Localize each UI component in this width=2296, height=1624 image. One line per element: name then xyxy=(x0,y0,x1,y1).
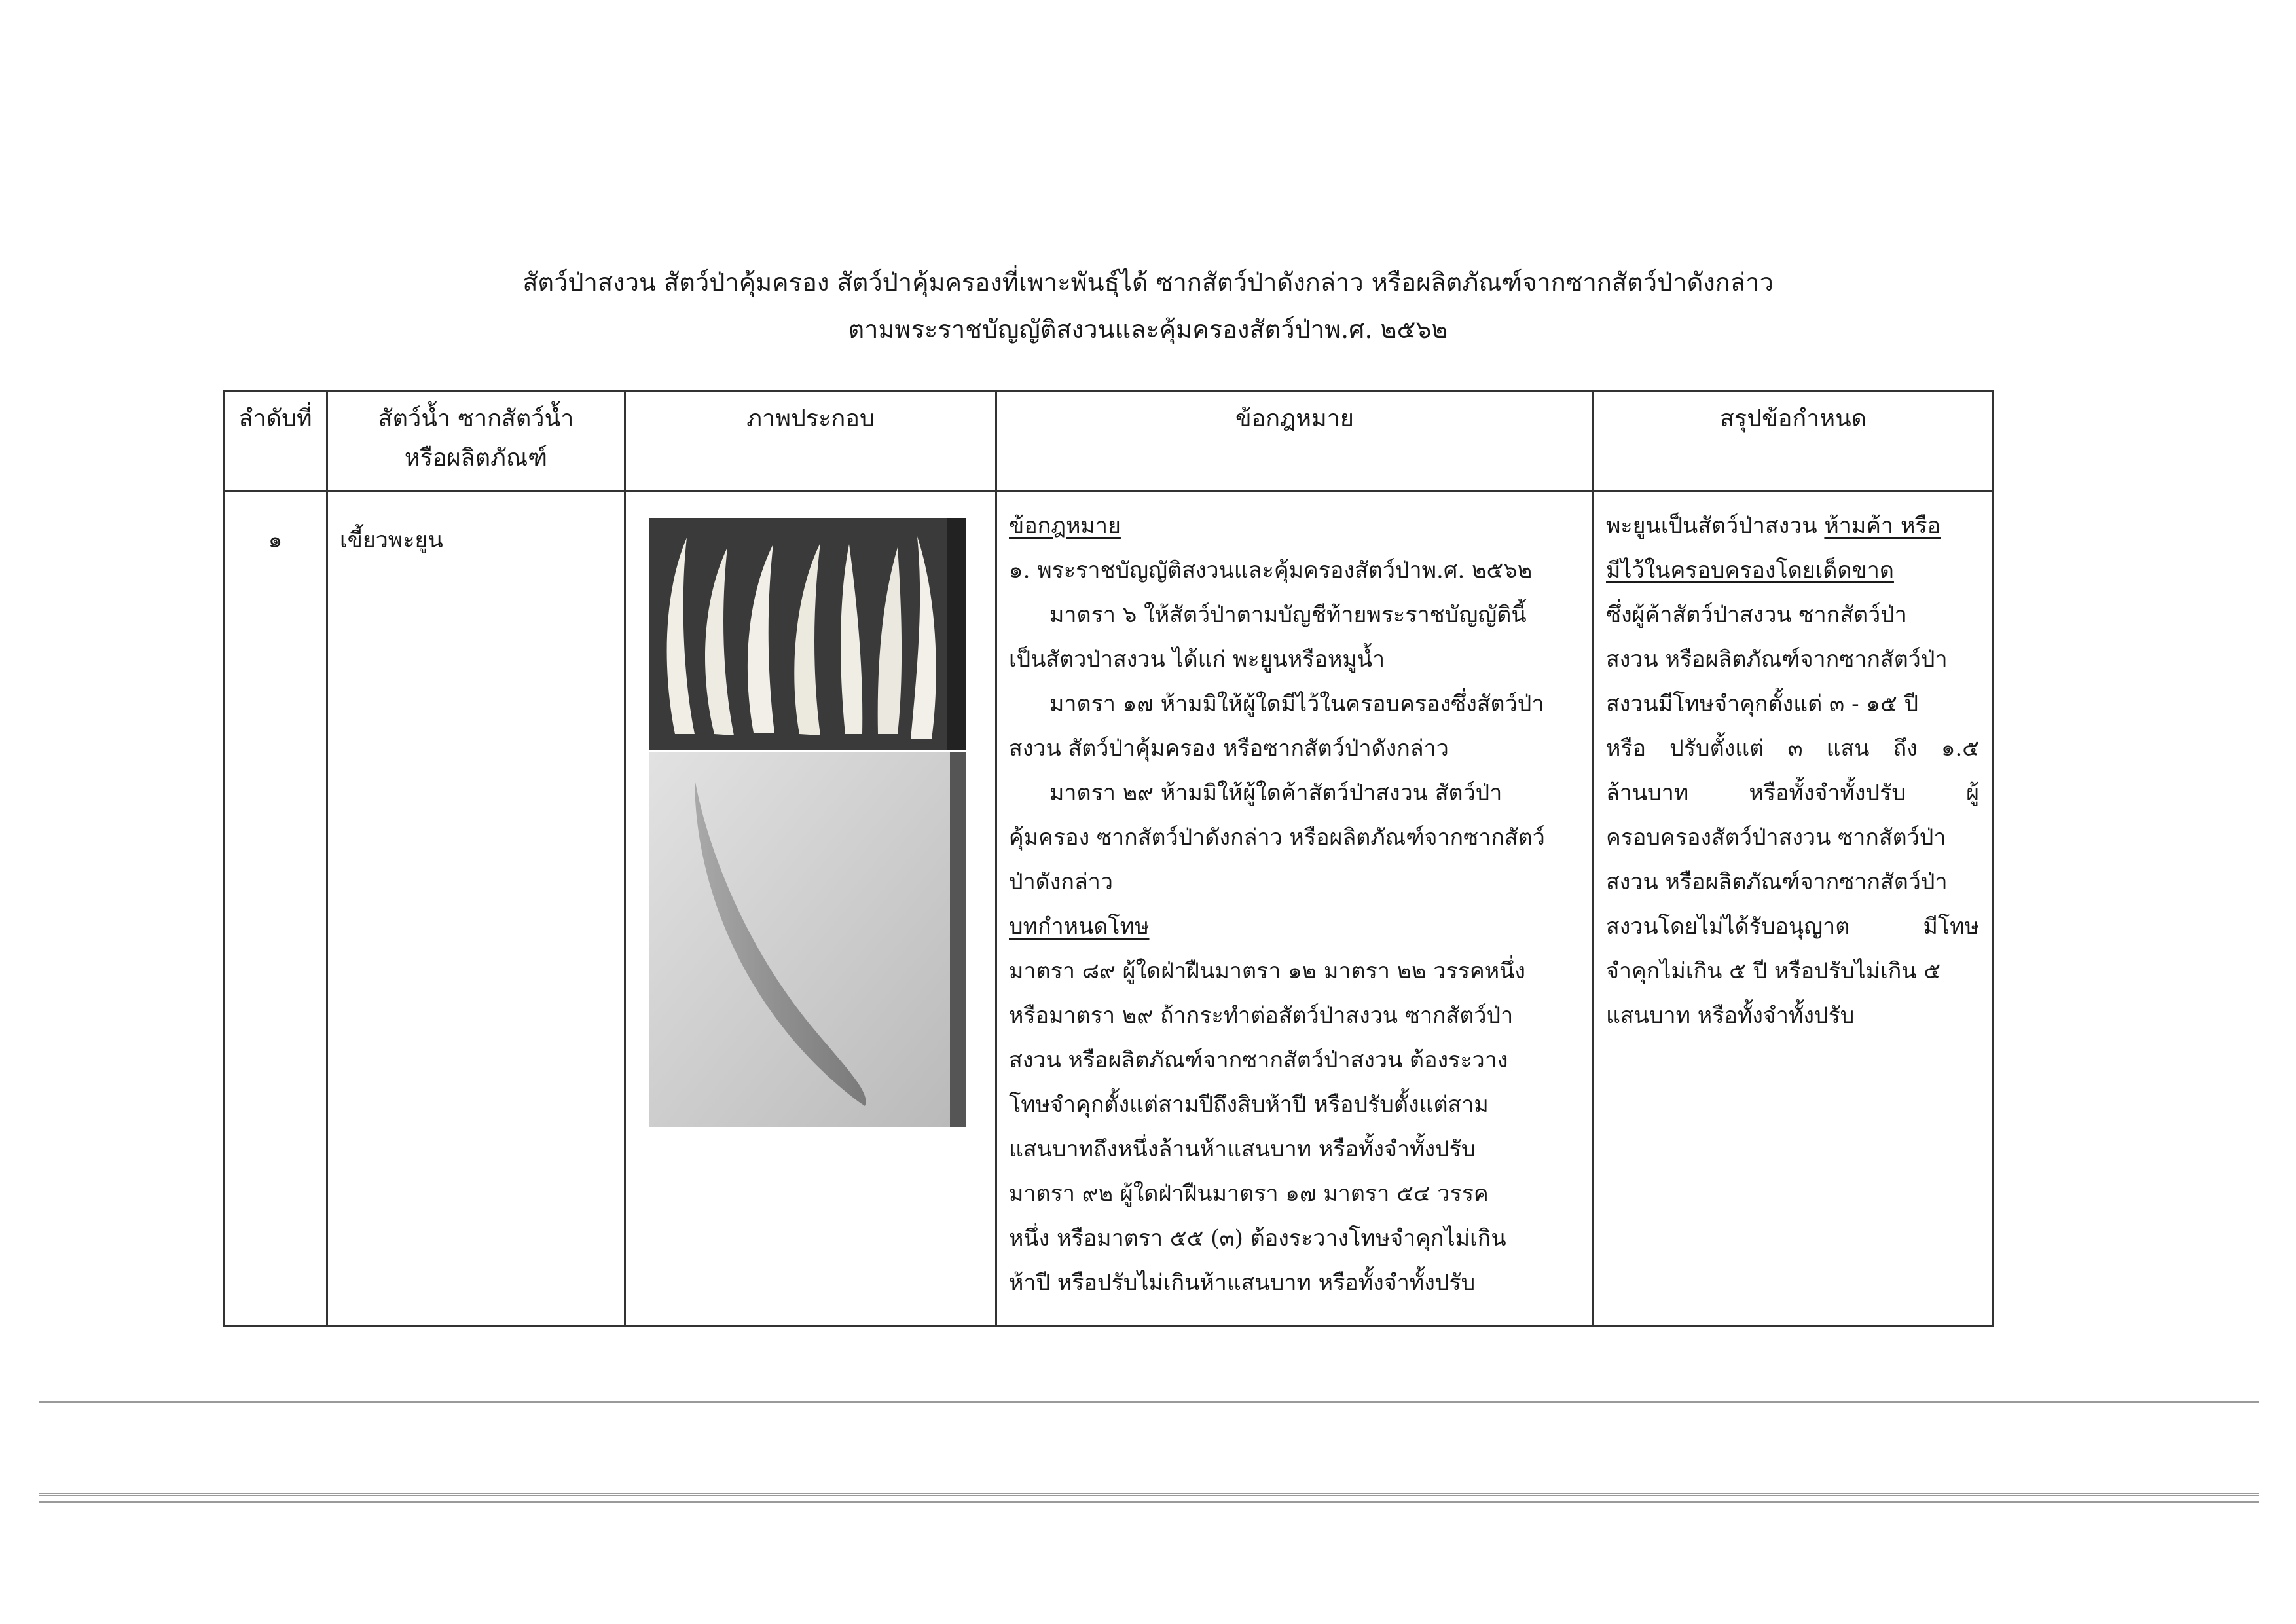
law-heading: ข้อกฎหมาย xyxy=(1009,513,1121,539)
tusks-image xyxy=(649,518,966,750)
penalty-89-line-3: สงวน หรือผลิตภัณฑ์จากซากสัตว์ป่าสงวน ต้องระวาง xyxy=(1009,1047,1508,1073)
penalty-heading: บทกำหนดโทษ xyxy=(1009,913,1150,940)
summary-line-7: ล้านบาท หรือทั้งจำทั้งปรับ ผู้ xyxy=(1606,780,1979,806)
row-number: ๑ xyxy=(224,491,327,1326)
law-section-17-line-1: มาตรา ๑๗ ห้ามมิให้ผู้ใดมีไว้ในครอบครองซึ่งสัตว์ป่า xyxy=(1049,691,1544,717)
row-summary xyxy=(1594,491,1994,1326)
header-animal-line-1: สัตว์น้ำ ซากสัตว์น้ำ xyxy=(378,405,574,432)
row-item-name: เขี้ยวพะยูน xyxy=(327,491,625,1326)
law-section-6-line-1: มาตรา ๖ ให้สัตว์ป่าตามบัญชีท้ายพระราชบัญญัตินี้ xyxy=(1049,602,1527,628)
header-image: ภาพประกอบ xyxy=(625,391,996,491)
single-tusk-photo xyxy=(649,752,966,1127)
table-row xyxy=(224,491,1994,1326)
summary-line-12: แสนบาท หรือทั้งจำทั้งปรับ xyxy=(1606,1003,1855,1029)
summary-line-1-text: พะยูนเป็นสัตว์ป่าสงวน xyxy=(1606,513,1825,539)
summary-line-4: สงวน หรือผลิตภัณฑ์จากซากสัตว์ป่า xyxy=(1606,646,1948,673)
law-section-29-line-3: ป่าดังกล่าว xyxy=(1009,869,1113,895)
summary-prohibition-1: ห้ามค้า หรือ xyxy=(1824,513,1941,539)
penalty-89-line-5: แสนบาทถึงหนึ่งล้านห้าแสนบาท หรือทั้งจำทั้งปรับ xyxy=(1009,1136,1476,1162)
law-act-title: ๑. พระราชบัญญัติสงวนและคุ้มครองสัตว์ป่าพ.ศ. ๒๕๖๒ xyxy=(1009,557,1533,583)
tusks-photo xyxy=(649,518,966,750)
title-line-1: สัตว์ป่าสงวน สัตว์ป่าคุ้มครอง สัตว์ป่าคุ้มครองที่เพาะพันธุ์ได้ ซากสัตว์ป่าดังกล่าว หรือผลิตภัณฑ์จากซากสัตว์ป่าดังกล่าว xyxy=(522,268,1774,297)
summary-line-3: ซึ่งผู้ค้าสัตว์ป่าสงวน ซากสัตว์ป่า xyxy=(1606,602,1907,628)
summary-line-11: จำคุกไม่เกิน ๕ ปี หรือปรับไม่เกิน ๕ xyxy=(1606,958,1941,984)
penalty-89-line-4: โทษจำคุกตั้งแต่สามปีถึงสิบห้าปี หรือปรับตั้งแต่สาม xyxy=(1009,1092,1489,1118)
penalty-92-line-1: มาตรา ๙๒ ผู้ใดฝ่าฝืนมาตรา ๑๗ มาตรา ๕๔ วรรค xyxy=(1009,1181,1489,1207)
title-line-2: ตามพระราชบัญญัติสงวนและคุ้มครองสัตว์ป่าพ.ศ. ๒๕๖๒ xyxy=(848,315,1448,344)
single-tusk-image xyxy=(649,752,966,1127)
header-animal-line-2: หรือผลิตภัณฑ์ xyxy=(404,445,548,471)
law-section-17-line-2: สงวน สัตว์ป่าคุ้มครอง หรือซากสัตว์ป่าดังกล่าว xyxy=(1009,735,1449,762)
law-section-29-line-1: มาตรา ๒๙ ห้ามมิให้ผู้ใดค้าสัตว์ป่าสงวน สัตว์ป่า xyxy=(1049,780,1503,806)
penalty-89-line-2: หรือมาตรา ๒๙ ถ้ากระทำต่อสัตว์ป่าสงวน ซากสัตว์ป่า xyxy=(1009,1003,1514,1029)
law-section-29-line-2: คุ้มครอง ซากสัตว์ป่าดังกล่าว หรือผลิตภัณฑ์จากซากสัตว์ xyxy=(1009,824,1545,851)
summary-line-6: หรือ ปรับตั้งแต่ ๓ แสน ถึง ๑.๕ xyxy=(1606,735,1979,762)
penalty-92-line-2: หนึ่ง หรือมาตรา ๕๕ (๓) ต้องระวางโทษจำคุกไม่เกิน xyxy=(1009,1225,1506,1251)
summary-line-8: ครอบครองสัตว์ป่าสงวน ซากสัตว์ป่า xyxy=(1606,824,1946,851)
footer-bottom-rule xyxy=(39,1501,2259,1503)
summary-line-1 xyxy=(1606,504,1979,548)
footer-double-rule xyxy=(39,1493,2259,1498)
header-summary: สรุปข้อกำหนด xyxy=(1594,391,1994,491)
summary-line-9: สงวน หรือผลิตภัณฑ์จากซากสัตว์ป่า xyxy=(1606,869,1948,895)
header-animal xyxy=(327,391,625,491)
footer-divider xyxy=(39,1401,2259,1403)
summary-line-10: สงวนโดยไม่ได้รับอนุญาต มีโทษ xyxy=(1606,913,1979,940)
header-no: ลำดับที่ xyxy=(224,391,327,491)
law-section-6-line-2: เป็นสัตวป่าสงวน ได้แก่ พะยูนหรือหมูน้ำ xyxy=(1009,646,1385,673)
penalty-92-line-3: ห้าปี หรือปรับไม่เกินห้าแสนบาท หรือทั้งจำทั้งปรับ xyxy=(1009,1270,1476,1296)
document-title xyxy=(0,259,2296,353)
summary-prohibition-2: มีไว้ในครอบครองโดยเด็ดขาด xyxy=(1606,557,1894,583)
header-law: ข้อกฎหมาย xyxy=(996,391,1594,491)
table-header-row xyxy=(224,391,1994,491)
regulation-table xyxy=(223,390,1994,1327)
row-law-text xyxy=(996,491,1594,1326)
row-illustration xyxy=(625,491,996,1326)
summary-line-5: สงวนมีโทษจำคุกตั้งแต่ ๓ - ๑๕ ปี xyxy=(1606,691,1919,717)
penalty-89-line-1: มาตรา ๘๙ ผู้ใดฝ่าฝืนมาตรา ๑๒ มาตรา ๒๒ วรรคหนึ่ง xyxy=(1009,958,1526,984)
